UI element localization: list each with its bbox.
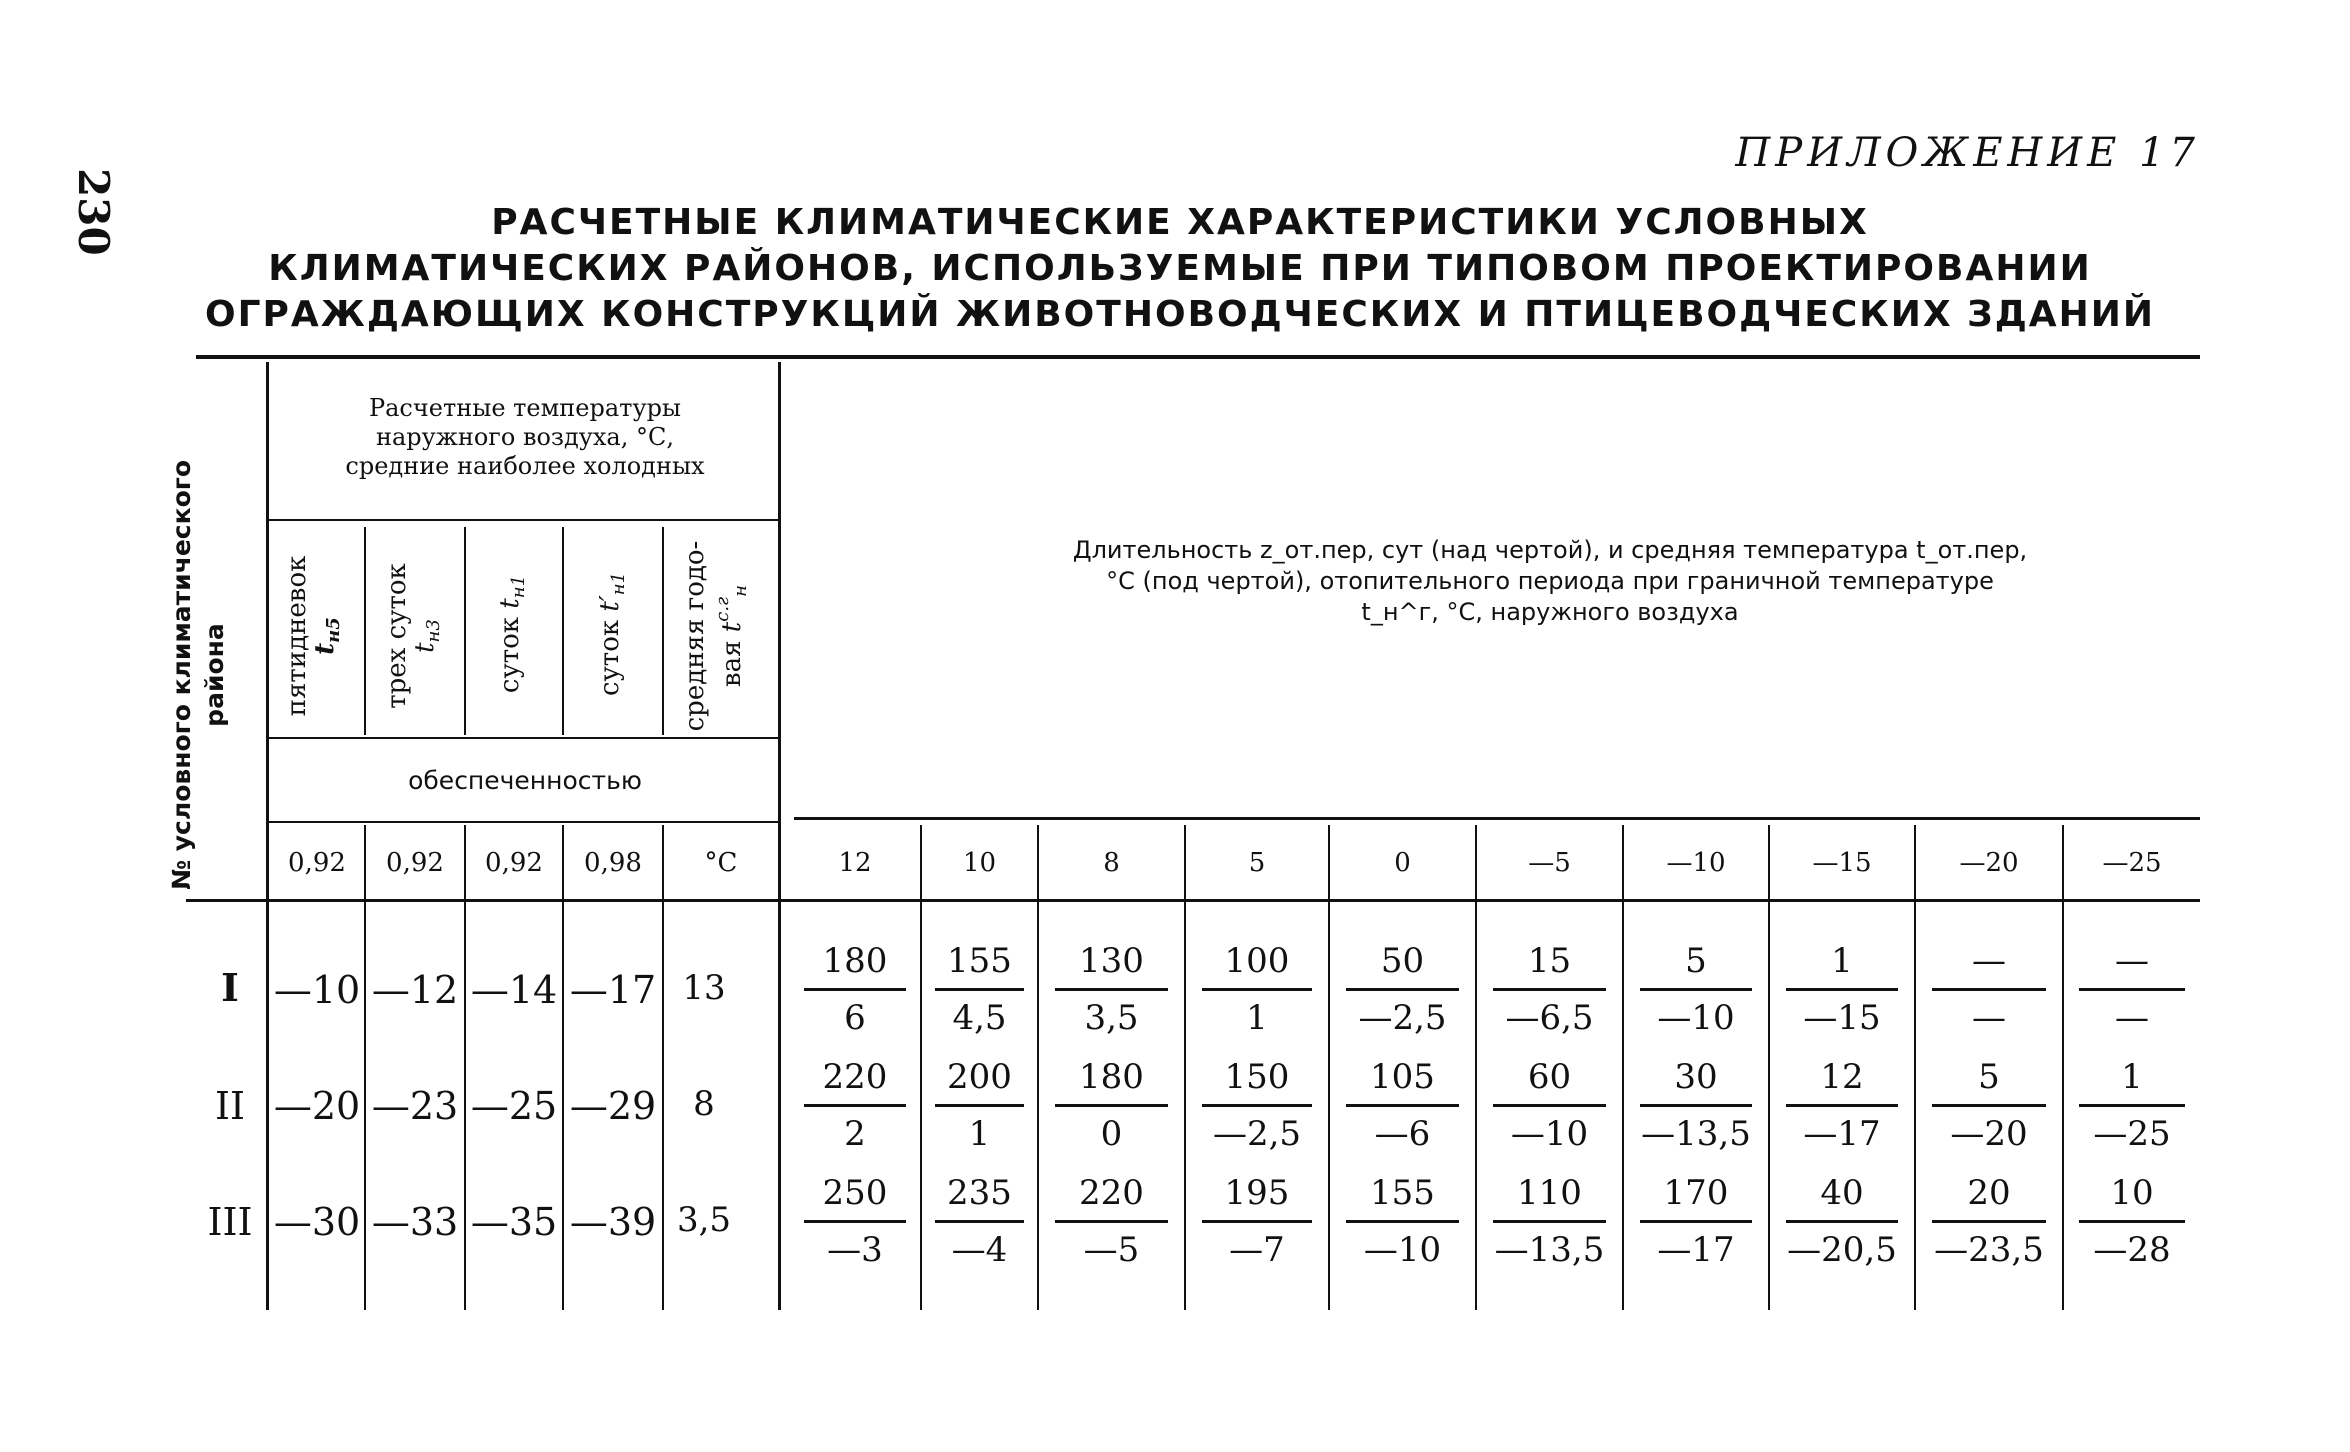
subcol-label: трех суток	[382, 563, 412, 709]
title-line: КЛИМАТИЧЕСКИХ РАЙОНОВ, ИСПОЛЬЗУЕМЫЕ ПРИ ТИПОВОМ ПРОЕКТИРОВАНИИ	[268, 248, 2092, 289]
provision-value: 0,92	[288, 848, 346, 878]
fraction-bar	[1055, 988, 1168, 991]
provision-value: 0,92	[386, 848, 444, 878]
duration-mean-temp: —3	[827, 1230, 883, 1270]
duration-cell	[1770, 1054, 1914, 1157]
duration-days: 150	[1224, 1057, 1290, 1097]
duration-days: 1	[2121, 1057, 2143, 1097]
fraction-bar	[1932, 988, 2046, 991]
duration-cell	[1039, 1170, 1184, 1273]
temp-value: —10	[273, 968, 361, 1012]
subcol-label-2: вая	[717, 640, 747, 688]
subcol-sub: н1	[508, 574, 529, 599]
subcol-five-days	[283, 536, 343, 736]
subcol-sub: н5	[323, 617, 344, 643]
subcol-symbol: t	[410, 642, 440, 653]
fraction-bar	[1640, 1220, 1752, 1223]
fraction-bar	[935, 1104, 1025, 1107]
duration-cell	[1916, 1170, 2062, 1273]
boundary-temp: —15	[1812, 848, 1872, 878]
subcol-symbol: t′	[595, 595, 625, 612]
duration-cell	[922, 938, 1037, 1041]
temp-value: —14	[470, 968, 558, 1012]
subcols-rule	[268, 737, 778, 739]
subcol-sub: н1	[608, 571, 629, 596]
duration-cell	[790, 1170, 920, 1273]
duration-days: 195	[1224, 1173, 1290, 1213]
duration-cell	[2064, 1170, 2200, 1273]
subcol-annual-mean	[680, 536, 751, 736]
col-divider	[464, 527, 466, 735]
duration-days: 15	[1527, 941, 1572, 981]
duration-days: 100	[1224, 941, 1290, 981]
duration-days: 60	[1527, 1057, 1572, 1097]
duration-days: 180	[1079, 1057, 1144, 1097]
fraction-bar	[1932, 1220, 2046, 1223]
fraction-bar	[804, 1104, 905, 1107]
subcol-sup: с.г	[712, 596, 733, 622]
fraction-bar	[2079, 988, 2185, 991]
duration-header-line: t_н^г, °С, наружного воздуха	[1361, 598, 1739, 626]
duration-days: 105	[1370, 1057, 1435, 1097]
fraction-bar	[1202, 988, 1313, 991]
subcol-symbol: t	[495, 598, 525, 609]
duration-days: 40	[1820, 1173, 1864, 1213]
duration-days: 220	[822, 1057, 888, 1097]
boundary-temp: 10	[962, 848, 997, 878]
temp-value: 3,5	[676, 1200, 732, 1240]
duration-cell	[1477, 1170, 1622, 1273]
col-divider	[266, 362, 269, 1310]
fraction-bar	[1786, 1220, 1898, 1223]
fraction-bar	[1932, 1104, 2046, 1107]
boundary-temp: —25	[2102, 848, 2162, 878]
duration-mean-temp: —7	[1229, 1230, 1285, 1270]
duration-header	[900, 535, 2200, 628]
duration-cell	[1770, 938, 1914, 1041]
duration-mean-temp: —	[1972, 998, 2006, 1038]
temp-value: —17	[569, 968, 657, 1012]
duration-mean-temp: —28	[2093, 1230, 2171, 1270]
duration-mean-temp: —17	[1657, 1230, 1735, 1270]
fraction-bar	[1202, 1104, 1313, 1107]
temp-value: 8	[693, 1084, 715, 1124]
fraction-bar	[804, 1220, 905, 1223]
duration-days: 50	[1380, 941, 1425, 981]
boundary-temp: —20	[1959, 848, 2019, 878]
duration-mean-temp: —2,5	[1358, 998, 1447, 1038]
boundary-temp: 12	[838, 848, 872, 878]
duration-cell	[1624, 938, 1768, 1041]
duration-cell	[1916, 1054, 2062, 1157]
temp-value: —20	[273, 1084, 361, 1128]
duration-mean-temp: 2	[844, 1114, 866, 1154]
duration-cell	[1186, 1170, 1328, 1273]
page-number: 230	[69, 168, 118, 256]
duration-cell	[1624, 1054, 1768, 1157]
duration-mean-temp: —2,5	[1212, 1114, 1302, 1154]
page-title	[180, 200, 2180, 338]
boundary-temp: 0	[1394, 848, 1411, 878]
duration-mean-temp: —20,5	[1787, 1230, 1897, 1270]
subcol-day	[492, 534, 532, 734]
fraction-bar	[1055, 1220, 1168, 1223]
col-divider	[364, 527, 366, 735]
provision-value: 0,98	[584, 848, 642, 878]
duration-mean-temp: —25	[2093, 1114, 2171, 1154]
duration-cell	[1330, 1170, 1475, 1273]
duration-days: 5	[1685, 941, 1707, 981]
boundary-temp: 5	[1248, 848, 1266, 878]
temp-value: —25	[470, 1084, 558, 1128]
duration-mean-temp: —17	[1803, 1114, 1881, 1154]
subcol-sub: н	[730, 584, 751, 597]
duration-mean-temp: —13,5	[1641, 1114, 1751, 1154]
subcol-label: средняя годо-	[680, 540, 710, 732]
district-label: I	[221, 965, 239, 1010]
duration-rule	[794, 817, 2200, 820]
district-label: II	[214, 1084, 246, 1128]
duration-days: 220	[1079, 1173, 1144, 1213]
temp-value: 13	[682, 968, 726, 1008]
subcol-sub: н3	[423, 619, 444, 643]
district-col-header: № условного климатического района	[167, 459, 229, 891]
temp-value: —23	[371, 1084, 459, 1128]
duration-days: 1	[1831, 941, 1853, 981]
duration-cell	[2064, 938, 2200, 1041]
subcol-symbol: t	[310, 642, 340, 655]
subcol-label: суток	[495, 616, 525, 694]
fraction-bar	[1493, 1104, 1606, 1107]
duration-mean-temp: —10	[1363, 1230, 1442, 1270]
district-label: III	[207, 1200, 253, 1244]
fraction-bar	[1640, 988, 1752, 991]
fraction-bar	[1493, 988, 1606, 991]
fraction-bar	[1202, 1220, 1313, 1223]
duration-days: 130	[1079, 941, 1144, 981]
duration-mean-temp: —10	[1657, 998, 1735, 1038]
duration-mean-temp: 4,5	[952, 998, 1007, 1038]
duration-cell	[1039, 1054, 1184, 1157]
duration-cell	[1330, 938, 1475, 1041]
group-header-line: наружного воздуха, °С,	[375, 423, 674, 451]
table-top-rule	[196, 355, 2200, 359]
duration-cell	[922, 1170, 1037, 1273]
duration-cell	[1916, 938, 2062, 1041]
duration-days: —	[1972, 941, 2006, 981]
fraction-bar	[1055, 1104, 1168, 1107]
duration-days: 10	[2110, 1173, 2154, 1213]
col-divider	[778, 362, 781, 1310]
fraction-bar	[1786, 1104, 1898, 1107]
fraction-bar	[935, 1220, 1025, 1223]
duration-days: 110	[1517, 1173, 1582, 1213]
group-header-line: средние наиболее холодных	[345, 452, 705, 480]
duration-cell	[1477, 938, 1622, 1041]
duration-mean-temp: 1	[968, 1114, 991, 1154]
duration-mean-temp: —4	[951, 1230, 1008, 1270]
duration-cell	[1770, 1170, 1914, 1273]
provision-rule	[268, 821, 778, 823]
title-line: ОГРАЖДАЮЩИХ КОНСТРУКЦИЙ ЖИВОТНОВОДЧЕСКИХ И ПТИЦЕВОДЧЕСКИХ ЗДАНИЙ	[204, 294, 2156, 335]
fraction-bar	[2079, 1220, 2185, 1223]
duration-days: 30	[1674, 1057, 1718, 1097]
duration-days: 180	[822, 941, 888, 981]
provision-label: обеспеченностью	[408, 766, 642, 795]
duration-mean-temp: 0	[1100, 1114, 1123, 1154]
fraction-bar	[1786, 988, 1898, 991]
temp-value: —29	[569, 1084, 657, 1128]
temp-group-header	[280, 394, 770, 481]
temp-value: —30	[273, 1200, 361, 1244]
boundary-temp: —10	[1666, 848, 1726, 878]
duration-cell	[1039, 938, 1184, 1041]
duration-days: 12	[1820, 1057, 1864, 1097]
temp-value: —39	[569, 1200, 657, 1244]
fraction-bar	[935, 988, 1025, 991]
title-line: РАСЧЕТНЫЕ КЛИМАТИЧЕСКИЕ ХАРАКТЕРИСТИКИ УСЛОВНЫХ	[491, 202, 1869, 243]
duration-cell	[1186, 938, 1328, 1041]
duration-days: 250	[822, 1173, 888, 1213]
duration-cell	[1330, 1054, 1475, 1157]
duration-mean-temp: —13,5	[1494, 1230, 1605, 1270]
temp-value: —35	[470, 1200, 558, 1244]
duration-days: 235	[947, 1173, 1012, 1213]
duration-mean-temp: —6,5	[1505, 998, 1594, 1038]
appendix-label: ПРИЛОЖЕНИЕ 17	[1735, 130, 2200, 176]
duration-mean-temp: —23,5	[1934, 1230, 2044, 1270]
duration-days: 155	[947, 941, 1012, 981]
boundary-temp: —5	[1528, 848, 1571, 878]
duration-cell	[922, 1054, 1037, 1157]
duration-mean-temp: —10	[1510, 1114, 1589, 1154]
col-divider	[562, 527, 564, 735]
duration-cell	[1186, 1054, 1328, 1157]
fraction-bar	[1346, 1104, 1459, 1107]
subcol-symbol: t	[717, 621, 747, 633]
col-divider	[662, 527, 664, 735]
subcol-label: суток	[595, 619, 625, 697]
fraction-bar	[1493, 1220, 1606, 1223]
duration-mean-temp: —5	[1083, 1230, 1140, 1270]
group-header-line: Расчетные температуры	[368, 394, 682, 422]
duration-mean-temp: —15	[1803, 998, 1881, 1038]
subcol-label: пятидневок	[282, 555, 312, 717]
temp-value: —12	[371, 968, 459, 1012]
temp-value: —33	[371, 1200, 459, 1244]
fraction-bar	[2079, 1104, 2185, 1107]
fraction-bar	[1640, 1104, 1752, 1107]
fraction-bar	[804, 988, 905, 991]
duration-cell	[790, 1054, 920, 1157]
fraction-bar	[1346, 988, 1459, 991]
duration-mean-temp: 6	[844, 998, 866, 1038]
duration-days: —	[2115, 941, 2149, 981]
provision-value: 0,92	[485, 848, 543, 878]
subcol-three-days	[383, 536, 443, 736]
duration-days: 5	[1978, 1057, 2000, 1097]
duration-cell	[1624, 1170, 1768, 1273]
duration-cell	[2064, 1054, 2200, 1157]
duration-cell	[1477, 1054, 1622, 1157]
provision-value: °С	[704, 848, 738, 878]
duration-mean-temp: 3,5	[1084, 998, 1139, 1038]
duration-mean-temp: —6	[1374, 1114, 1431, 1154]
duration-days: 200	[947, 1057, 1012, 1097]
fraction-bar	[1346, 1220, 1459, 1223]
duration-header-line: °С (под чертой), отопительного периода при граничной температуре	[1106, 567, 1994, 595]
duration-cell	[790, 938, 920, 1041]
duration-days: 155	[1370, 1173, 1435, 1213]
header-bottom-rule	[186, 899, 2200, 902]
duration-mean-temp: —	[2115, 998, 2149, 1038]
duration-mean-temp: —20	[1950, 1114, 2028, 1154]
duration-days: 170	[1663, 1173, 1729, 1213]
duration-days: 20	[1967, 1173, 2011, 1213]
boundary-temp: 8	[1103, 848, 1120, 878]
subcol-day-098	[592, 534, 632, 734]
subheader-rule	[268, 519, 778, 521]
duration-mean-temp: 1	[1246, 998, 1268, 1038]
duration-header-line: Длительность z_от.пер, сут (над чертой), и средняя температура t_от.пер,	[1072, 536, 2028, 564]
